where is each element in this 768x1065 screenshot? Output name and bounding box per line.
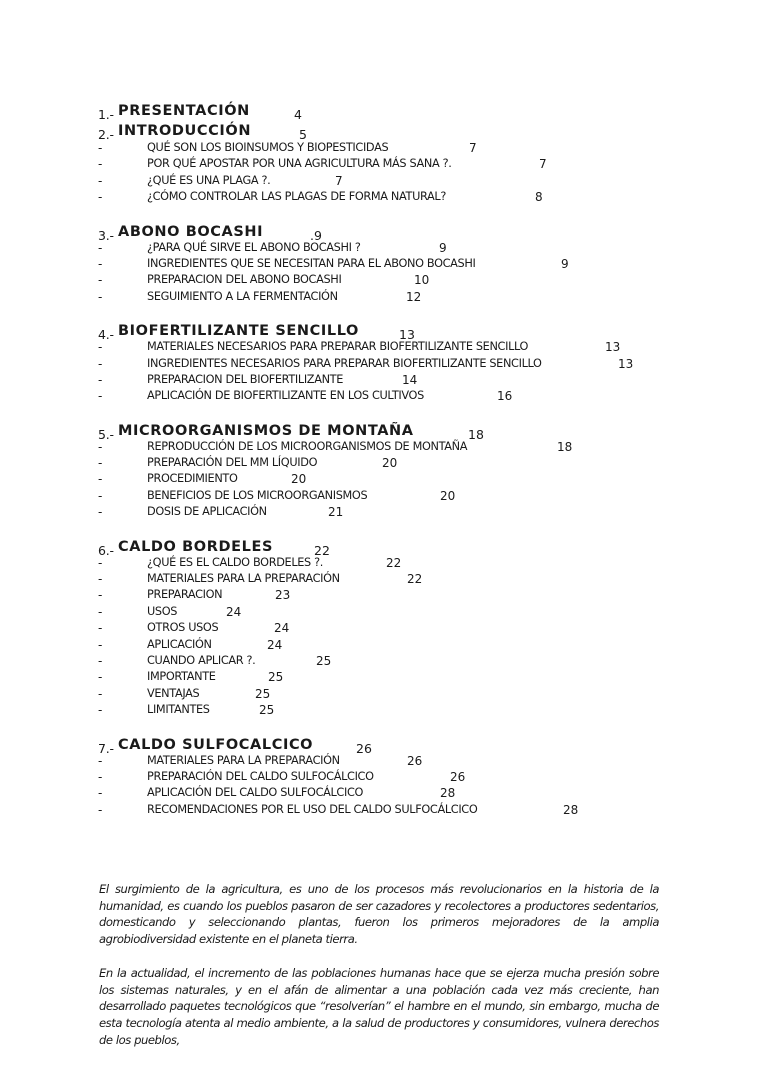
item-page: 26	[407, 753, 423, 768]
item-text: APLICACIÓN DEL CALDO SULFOCÁLCICO	[147, 786, 364, 800]
toc-heading	[98, 224, 738, 241]
toc-section-presentacion	[98, 103, 738, 123]
toc-item	[98, 141, 738, 157]
toc-item	[98, 389, 738, 405]
toc-section-caldo-sulfocalcico	[98, 737, 738, 820]
item-text: OTROS USOS	[147, 621, 219, 635]
paragraph: El surgimiento de la agricultura, es uno de los procesos más revolucionarios en la historia de la humanidad, es cuando los pueblos pasaron de ser cazadores y recolectores a productores sedentarios, domesticando y seleccionando plantas, fueron los primeros mejoradores de la amplia agrobiodiversidad existente en el planeta tierra.	[99, 882, 659, 947]
item-page: 18	[557, 439, 573, 454]
item-page: 8	[535, 190, 543, 205]
toc-section-biofertilizante	[98, 323, 738, 406]
item-dash: -	[98, 505, 103, 520]
item-page: 13	[605, 340, 621, 355]
item-text: USOS	[147, 604, 178, 618]
item-dash: -	[98, 604, 103, 619]
item-text: BENEFICIOS DE LOS MICROORGANISMOS	[147, 488, 368, 502]
item-dash: -	[98, 653, 103, 668]
section-title: CALDO BORDELES	[118, 538, 273, 555]
item-text: INGREDIENTES NECESARIOS PARA PREPARAR BIOFERTILIZANTE SENCILLO	[147, 356, 542, 370]
item-page: 21	[328, 505, 344, 520]
item-text: DOSIS DE APLICACIÓN	[147, 505, 267, 519]
item-page: 9	[439, 240, 447, 255]
section-number: 7.-	[98, 740, 114, 756]
section-page: 13	[399, 327, 415, 343]
item-page: 24	[267, 637, 283, 652]
item-page: 22	[407, 572, 423, 587]
item-text: ¿QUÉ ES UNA PLAGA ?.	[147, 173, 271, 187]
intro-text	[99, 881, 659, 1065]
item-page: 7	[539, 157, 547, 172]
item-page: 20	[382, 456, 398, 471]
table-of-contents	[98, 103, 738, 819]
item-page: 23	[275, 588, 291, 603]
item-dash: -	[98, 340, 103, 355]
toc-item	[98, 257, 738, 273]
section-page: 26	[356, 740, 372, 756]
toc-item	[98, 703, 738, 719]
section-title: CALDO SULFOCALCICO	[118, 736, 314, 753]
toc-heading	[98, 423, 738, 440]
item-dash: -	[98, 240, 103, 255]
item-page: 22	[386, 555, 402, 570]
section-number: 3.-	[98, 227, 114, 243]
toc-item	[98, 241, 738, 257]
toc-item	[98, 273, 738, 289]
item-dash: -	[98, 157, 103, 172]
item-dash: -	[98, 456, 103, 471]
item-text: ¿CÓMO CONTROLAR LAS PLAGAS DE FORMA NATURAL?	[147, 190, 446, 204]
item-dash: -	[98, 190, 103, 205]
toc-heading	[98, 737, 738, 754]
toc-item	[98, 605, 738, 621]
item-page: 14	[402, 372, 418, 387]
section-title: INTRODUCCIÓN	[118, 123, 252, 139]
item-page: 24	[226, 604, 242, 619]
item-text: CUANDO APLICAR ?.	[147, 653, 256, 667]
item-dash: -	[98, 256, 103, 271]
item-page: 9	[561, 256, 569, 271]
item-text: APLICACIÓN	[147, 637, 212, 651]
item-text: PROCEDIMIENTO	[147, 472, 238, 486]
item-page: 28	[440, 786, 456, 801]
toc-item	[98, 157, 738, 173]
item-page: 24	[274, 621, 290, 636]
toc-item	[98, 472, 738, 488]
section-number: 1.-	[98, 107, 114, 122]
item-dash: -	[98, 769, 103, 784]
section-title: PRESENTACIÓN	[118, 103, 250, 119]
toc-item	[98, 786, 738, 802]
toc-item	[98, 588, 738, 604]
item-dash: -	[98, 372, 103, 387]
toc-item	[98, 357, 738, 373]
item-dash: -	[98, 289, 103, 304]
toc-item	[98, 803, 738, 819]
item-dash: -	[98, 389, 103, 404]
item-dash: -	[98, 572, 103, 587]
section-page: .9	[310, 227, 322, 243]
item-dash: -	[98, 555, 103, 570]
toc-section-abono-bocashi	[98, 224, 738, 307]
toc-item	[98, 505, 738, 521]
toc-section-introduccion	[98, 123, 738, 207]
toc-item	[98, 638, 738, 654]
item-dash: -	[98, 173, 103, 188]
section-number: 4.-	[98, 327, 114, 343]
toc-item	[98, 572, 738, 588]
item-dash: -	[98, 802, 103, 817]
item-dash: -	[98, 356, 103, 371]
item-page: 26	[450, 769, 466, 784]
toc-item	[98, 654, 738, 670]
item-dash: -	[98, 621, 103, 636]
item-page: 20	[440, 488, 456, 503]
item-text: REPRODUCCIÓN DE LOS MICROORGANISMOS DE MONTAÑA	[147, 439, 468, 453]
item-text: ¿PARA QUÉ SIRVE EL ABONO BOCASHI ?	[147, 240, 361, 254]
item-dash: -	[98, 637, 103, 652]
item-text: IMPORTANTE	[147, 670, 216, 684]
item-text: APLICACIÓN DE BIOFERTILIZANTE EN LOS CULTIVOS	[147, 389, 424, 403]
item-text: PREPARACIÓN DEL CALDO SULFOCÁLCICO	[147, 769, 374, 783]
toc-item	[98, 440, 738, 456]
item-text: LIMITANTES	[147, 703, 210, 717]
toc-item	[98, 190, 738, 206]
item-page: 12	[406, 289, 422, 304]
item-text: MATERIALES NECESARIOS PARA PREPARAR BIOFERTILIZANTE SENCILLO	[147, 340, 529, 354]
toc-item	[98, 670, 738, 686]
item-text: PREPARACION DEL BIOFERTILIZANTE	[147, 372, 344, 386]
item-dash: -	[98, 472, 103, 487]
toc-heading	[98, 103, 738, 123]
section-number: 5.-	[98, 426, 114, 442]
item-dash: -	[98, 439, 103, 454]
item-page: 13	[618, 356, 634, 371]
item-page: 25	[259, 703, 275, 718]
item-text: PREPARACIÓN DEL MM LÍQUIDO	[147, 456, 318, 470]
paragraph: En la actualidad, el incremento de las poblaciones humanas hace que se ejerza mucha presión sobre los sistemas naturales, y en el afán de alimentar a una población cada vez más creciente, han desarrollado paquetes tecnológicos que “resolverían” el hambre en el mundo, sin embargo, mucha de esta tecnología atenta al medio ambiente, a la salud de productores y consumidores, vulnera derechos de los pueblos,	[99, 965, 659, 1047]
section-page: 4	[294, 107, 302, 122]
toc-item	[98, 687, 738, 703]
item-dash: -	[98, 753, 103, 768]
item-text: MATERIALES PARA LA PREPARACIÓN	[147, 572, 340, 586]
item-page: 28	[563, 802, 579, 817]
item-text: ¿QUÉ ES EL CALDO BORDELES ?.	[147, 555, 324, 569]
item-page: 7	[335, 173, 343, 188]
section-page: 22	[314, 542, 330, 558]
item-text: INGREDIENTES QUE SE NECESITAN PARA EL ABONO BOCASHI	[147, 256, 476, 270]
toc-item	[98, 340, 738, 356]
item-dash: -	[98, 703, 103, 718]
toc-heading	[98, 123, 738, 141]
item-page: 25	[255, 686, 271, 701]
toc-section-microorganismos	[98, 423, 738, 522]
item-dash: -	[98, 670, 103, 685]
section-number: 2.-	[98, 127, 114, 142]
item-page: 10	[414, 273, 430, 288]
item-text: VENTAJAS	[147, 686, 200, 700]
toc-item	[98, 754, 738, 770]
toc-item	[98, 373, 738, 389]
item-dash: -	[98, 273, 103, 288]
section-title: BIOFERTILIZANTE SENCILLO	[118, 323, 359, 340]
item-text: RECOMENDACIONES POR EL USO DEL CALDO SULFOCÁLCICO	[147, 802, 478, 816]
section-title: ABONO BOCASHI	[118, 223, 264, 240]
item-text: SEGUIMIENTO A LA FERMENTACIÓN	[147, 289, 338, 303]
item-page: 25	[316, 653, 332, 668]
item-dash: -	[98, 141, 103, 155]
section-title: MICROORGANISMOS DE MONTAÑA	[118, 422, 414, 439]
toc-heading	[98, 539, 738, 556]
item-text: POR QUÉ APOSTAR POR UNA AGRICULTURA MÁS SANA ?.	[147, 157, 452, 171]
toc-item	[98, 621, 738, 637]
item-page: 7	[469, 141, 477, 155]
toc-item	[98, 174, 738, 190]
item-text: QUÉ SON LOS BIOINSUMOS Y BIOPESTICIDAS	[147, 141, 389, 154]
item-text: MATERIALES PARA LA PREPARACIÓN	[147, 753, 340, 767]
toc-item	[98, 290, 738, 306]
toc-heading	[98, 323, 738, 343]
toc-item	[98, 489, 738, 505]
item-page: 25	[268, 670, 284, 685]
item-dash: -	[98, 488, 103, 503]
item-text: PREPARACION DEL ABONO BOCASHI	[147, 273, 342, 287]
toc-item	[98, 556, 738, 572]
item-page: 16	[497, 389, 513, 404]
item-dash: -	[98, 686, 103, 701]
toc-item	[98, 770, 738, 786]
section-number: 6.-	[98, 542, 114, 558]
item-page: 20	[291, 472, 307, 487]
toc-item	[98, 456, 738, 472]
item-dash: -	[98, 786, 103, 801]
item-text: PREPARACION	[147, 588, 223, 602]
toc-section-caldo-bordeles	[98, 539, 738, 720]
section-page: 5	[299, 127, 307, 142]
item-dash: -	[98, 588, 103, 603]
section-page: 18	[468, 426, 484, 442]
